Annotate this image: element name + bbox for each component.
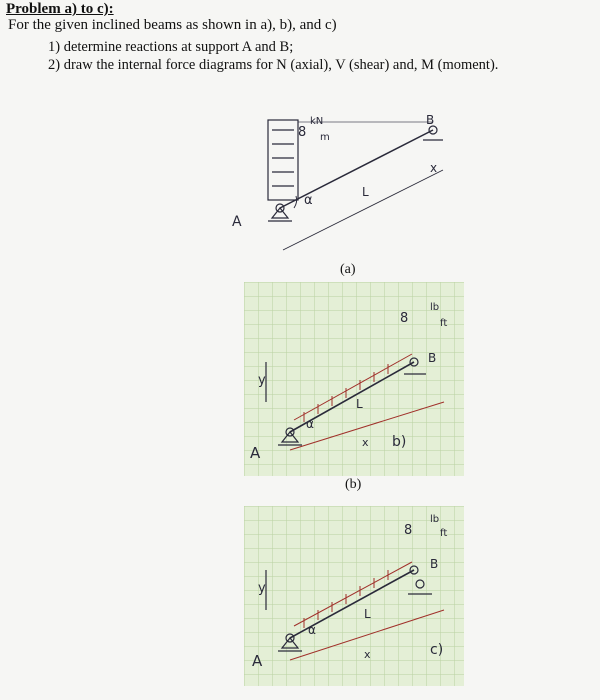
load-unit-top: kN xyxy=(310,116,324,127)
length-label: L xyxy=(364,607,371,621)
load-value: 8 xyxy=(400,311,409,326)
inclined-beam xyxy=(280,130,433,208)
length-label: L xyxy=(356,397,363,411)
distributed-load-arrows xyxy=(268,120,298,200)
length-label: L xyxy=(362,185,369,199)
load-unit-bottom: ft xyxy=(440,528,448,539)
angle-arc xyxy=(294,196,297,208)
angle-label: α xyxy=(306,417,314,431)
figure-a xyxy=(228,100,458,270)
problem-intro: For the given inclined beams as shown in a), b), and c) xyxy=(8,17,337,33)
support-A-label: A xyxy=(232,214,242,230)
figure-c xyxy=(244,506,464,686)
support-A-label: A xyxy=(250,444,261,462)
x-axis-line xyxy=(283,170,443,250)
x-axis-label: x xyxy=(430,161,438,175)
support-A-label: A xyxy=(252,652,263,670)
caption-a: (a) xyxy=(340,262,356,277)
support-B-label: B xyxy=(430,557,439,571)
load-value: 8 xyxy=(404,523,413,538)
x-axis-label: x xyxy=(362,436,369,449)
figure-tag: b) xyxy=(392,434,407,450)
x-axis-label: x xyxy=(364,648,371,661)
angle-label: α xyxy=(308,623,316,637)
support-A-symbol xyxy=(268,204,292,221)
load-unit-top: lb xyxy=(430,514,440,525)
task-1: 1) determine reactions at support A and B; xyxy=(48,39,294,55)
angle-label: α xyxy=(304,193,313,208)
support-B-label: B xyxy=(426,113,435,127)
caption-b: (b) xyxy=(345,477,362,492)
problem-title: Problem a) to c): xyxy=(6,1,114,17)
load-unit-bottom: ft xyxy=(440,318,448,329)
y-axis-label: y xyxy=(258,373,266,388)
y-axis-label: y xyxy=(258,581,266,596)
load-unit-bottom: m xyxy=(320,132,330,143)
figure-b xyxy=(244,282,464,476)
figure-tag: c) xyxy=(430,642,444,658)
load-value: 8 xyxy=(298,125,307,140)
support-B-label: B xyxy=(428,351,437,365)
task-2: 2) draw the internal force diagrams for N (axial), V (shear) and, M (moment). xyxy=(48,57,499,73)
load-unit-top: lb xyxy=(430,302,440,313)
